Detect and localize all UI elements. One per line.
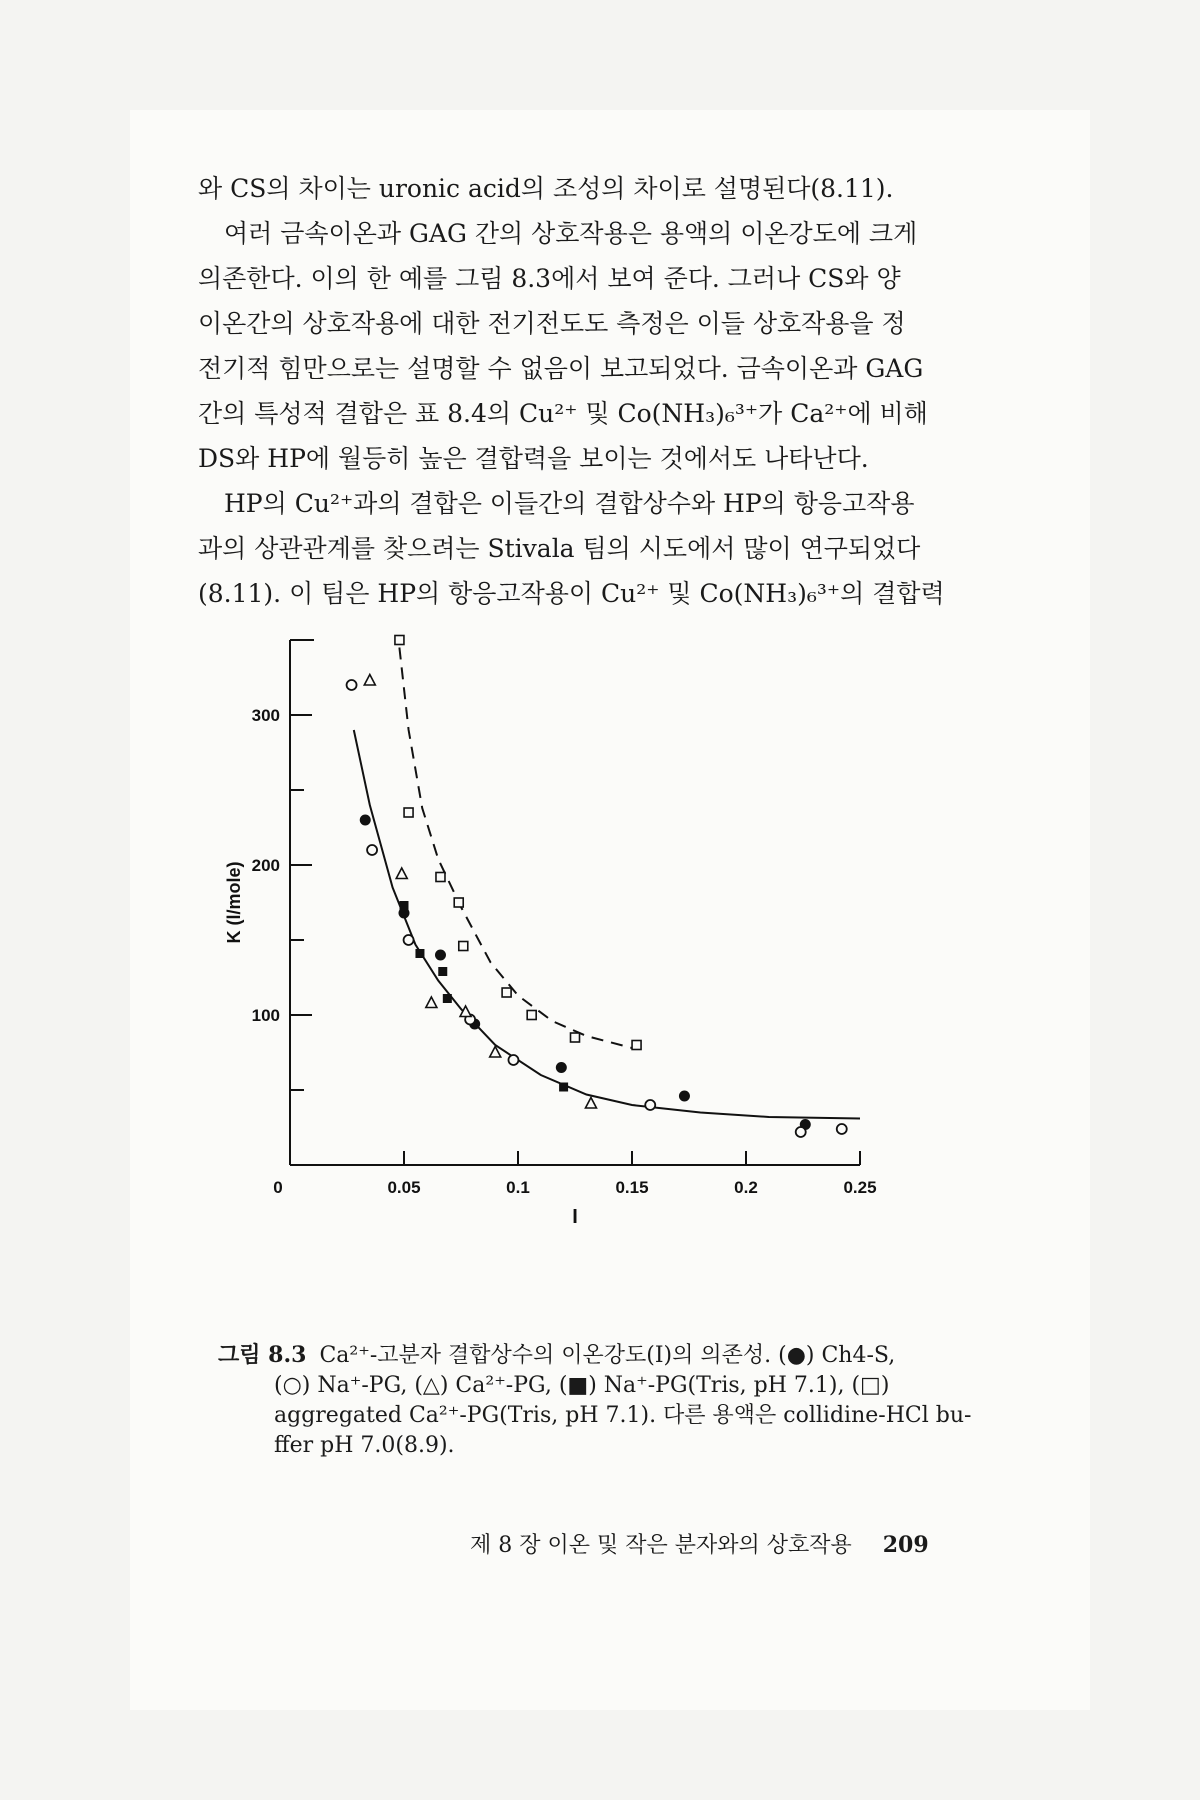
data-point [632, 1041, 641, 1050]
data-point [556, 1062, 567, 1073]
data-point [679, 1091, 690, 1102]
y-tick-label: 100 [251, 1006, 280, 1025]
fit-curve-dashed [399, 648, 632, 1049]
x-tick-label: 0.2 [734, 1178, 758, 1197]
data-point [502, 988, 511, 997]
data-point [438, 967, 447, 976]
data-point [347, 680, 357, 690]
caption-line: (○) Na⁺-PG, (△) Ca²⁺-PG, (■) Na⁺-PG(Tris, pH 7.1), (□) [274, 1373, 890, 1398]
data-point [459, 942, 468, 951]
chapter-title: 제 8 장 이온 및 작은 분자와의 상호작용 [470, 1533, 852, 1558]
x-tick-label: 0 [273, 1178, 283, 1197]
data-point [796, 1127, 806, 1137]
paragraph-line: 과의 상관관계를 찾으려는 Stivala 팀의 시도에서 많이 연구되었다 [198, 534, 921, 563]
x-tick-label: 0.1 [506, 1178, 530, 1197]
data-point [559, 1083, 568, 1092]
data-point [404, 808, 413, 817]
paragraph-line: DS와 HP에 월등히 높은 결합력을 보이는 것에서도 나타난다. [198, 444, 869, 473]
data-point [435, 950, 446, 961]
y-tick-label: 200 [251, 856, 280, 875]
y-axis-label: K (l/mole) [224, 861, 244, 944]
paragraph-line: 여러 금속이온과 GAG 간의 상호작용은 용액의 이온강도에 크게 [224, 219, 918, 248]
paragraph-line: 간의 특성적 결합은 표 8.4의 Cu²⁺ 및 Co(NH₃)₆³⁺가 Ca²⁺에 비해 [198, 399, 928, 428]
data-point [837, 1124, 847, 1134]
data-point [364, 675, 375, 686]
paragraph-line: (8.11). 이 팀은 HP의 항응고작용이 Cu²⁺ 및 Co(NH₃)₆³⁺의 결합력 [198, 579, 945, 608]
caption-line: aggregated Ca²⁺-PG(Tris, pH 7.1). 다른 용액은 collidine-HCl bu- [274, 1403, 972, 1428]
paragraph-line: 의존한다. 이의 한 예를 그림 8.3에서 보여 준다. 그러나 CS와 양 [198, 264, 901, 293]
figure-caption [218, 1340, 1068, 1461]
data-point [571, 1033, 580, 1042]
paragraph-line: 이온간의 상호작용에 대한 전기전도도 측정은 이들 상호작용을 정 [198, 309, 906, 338]
data-point [395, 636, 404, 645]
data-point [396, 868, 407, 879]
caption-label: 그림 8.3 [218, 1342, 307, 1368]
data-point [426, 997, 437, 1008]
x-tick-label: 0.25 [843, 1178, 877, 1197]
data-point [400, 901, 409, 910]
x-axis-label: I [572, 1206, 578, 1228]
data-point [460, 1006, 471, 1017]
paragraph-line: 전기적 힘만으로는 설명할 수 없음이 보고되었다. 금속이온과 GAG [198, 354, 924, 383]
data-point [360, 815, 371, 826]
x-tick-label: 0.15 [615, 1178, 649, 1197]
data-point [404, 935, 414, 945]
caption-line: ffer pH 7.0(8.9). [274, 1433, 455, 1458]
data-point [367, 845, 377, 855]
data-point [454, 898, 463, 907]
data-point [443, 994, 452, 1003]
y-tick-label: 300 [251, 706, 280, 725]
data-point [508, 1055, 518, 1065]
data-point [645, 1100, 655, 1110]
paragraph-line: 와 CS의 차이는 uronic acid의 조성의 차이로 설명된다(8.11). [198, 174, 894, 203]
paragraph-line: HP의 Cu²⁺과의 결합은 이들간의 결합상수와 HP의 항응고작용 [224, 489, 915, 518]
body-text [198, 166, 1048, 616]
data-point [585, 1098, 596, 1109]
page-number: 209 [882, 1532, 929, 1558]
data-point [436, 873, 445, 882]
x-tick-label: 0.05 [387, 1178, 421, 1197]
data-point [415, 949, 424, 958]
page-footer [470, 1528, 1050, 1559]
fit-curve-solid [354, 730, 860, 1119]
data-point [527, 1011, 536, 1020]
figure-8-3-chart [210, 620, 1050, 1320]
caption-line: Ca²⁺-고분자 결합상수의 이온강도(I)의 의존성. (●) Ch4-S, [319, 1343, 896, 1368]
